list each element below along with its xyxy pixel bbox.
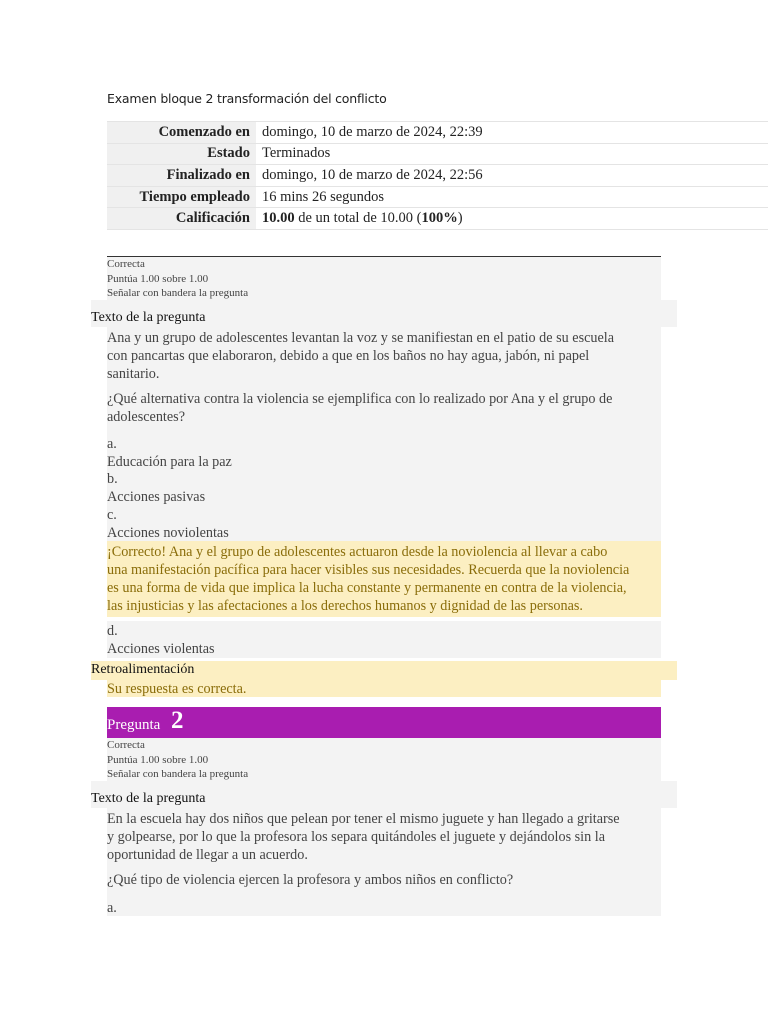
summary-row-finished: [107, 165, 768, 187]
answer-option-b[interactable]: [107, 470, 205, 506]
score-text: Puntúa 1.00 sobre 1.00: [107, 272, 209, 285]
feedback-line: las injusticias y las afectaciones a los derechos humanos y dignidad de las personas.: [107, 598, 583, 614]
summary-row-state: [107, 143, 768, 165]
question-1-info: [107, 257, 661, 300]
option-letter: a.: [107, 436, 117, 452]
retro-label: Retroalimentación: [91, 662, 195, 677]
score-text: Puntúa 1.00 sobre 1.00: [107, 753, 209, 766]
summary-key: Comenzado en: [107, 122, 256, 144]
question-2-text-label-row: [91, 781, 677, 808]
summary-key: Tiempo empleado: [107, 186, 256, 208]
question-text-line: oportunidad de llegar a un acuerdo.: [107, 847, 308, 863]
question-text-line: con pancartas que elaboraron, debido a que en los baños no hay agua, jabón, ni papel: [107, 348, 590, 364]
question-prompt-line: ¿Qué tipo de violencia ejercen la profesora y ambos niños en conflicto?: [107, 872, 514, 888]
summary-row-time: [107, 186, 768, 208]
summary-value: 16 mins 26 segundos: [256, 186, 768, 208]
flag-question-link[interactable]: Señalar con bandera la pregunta: [107, 768, 249, 780]
feedback-line: una manifestación pacífica para hacer visibles sus necesidades. Recuerda que la noviolencia: [107, 562, 630, 578]
question-text-line: y golpearse, por lo que la profesora los separa quitándoles el juguete y dejándolos sin la: [107, 829, 605, 845]
flag-question-link[interactable]: Señalar con bandera la pregunta: [107, 287, 249, 299]
option-text: Acciones violentas: [107, 641, 215, 657]
summary-value: domingo, 10 de marzo de 2024, 22:56: [256, 165, 768, 187]
option-letter: c.: [107, 507, 117, 523]
answer-option-c[interactable]: [107, 506, 229, 542]
answer-option-a[interactable]: [107, 435, 232, 471]
question-prompt-line: adolescentes?: [107, 409, 185, 425]
question-text-line: Ana y un grupo de adolescentes levantan la voz y se manifiestan en el patio de su escuela: [107, 330, 615, 346]
grade-percent: 100%: [421, 210, 458, 227]
question-prompt-line: ¿Qué alternativa contra la violencia se ejemplifica con lo realizado por Ana y el grupo de: [107, 391, 613, 407]
summary-row-grade: [107, 208, 768, 230]
grade-score: 10.00: [262, 210, 295, 227]
question-text-line: sanitario.: [107, 366, 160, 382]
summary-key: Calificación: [107, 208, 256, 230]
option-c-feedback: [107, 541, 661, 617]
question-2-info: [107, 738, 661, 781]
grade-end: ): [457, 210, 463, 227]
attempt-summary-table: [107, 121, 768, 230]
summary-value: Terminados: [256, 143, 768, 165]
retro-label-row: [91, 661, 677, 680]
summary-value: [256, 208, 768, 230]
status-correct: Correcta: [107, 258, 145, 270]
option-text: Acciones pasivas: [107, 489, 206, 505]
retro-box: [107, 680, 661, 697]
question-text-line: En la escuela hay dos niños que pelean por tener el mismo juguete y han llegado a gritarse: [107, 811, 620, 827]
question-1-text-label-row: [91, 300, 677, 327]
feedback-line: es una forma de vida que implica la lucha constante y permanente en contra de la violencia,: [107, 580, 627, 596]
question-label: Pregunta: [107, 717, 161, 733]
retro-text: Su respuesta es correcta.: [107, 681, 247, 697]
question-1-body: [107, 327, 661, 541]
grade-mid: de un total de 10.00 (: [294, 210, 422, 227]
question-number: 2: [171, 707, 184, 734]
option-letter: d.: [107, 623, 118, 639]
status-correct: Correcta: [107, 739, 145, 751]
summary-key: Estado: [107, 143, 256, 165]
question-text-label: Texto de la pregunta: [91, 791, 206, 806]
feedback-line: ¡Correcto! Ana y el grupo de adolescentes actuaron desde la noviolencia al llevar a cabo: [107, 544, 608, 560]
summary-key: Finalizado en: [107, 165, 256, 187]
document-title: Examen bloque 2 transformación del conflicto: [107, 91, 387, 106]
answer-option-a[interactable]: a.: [107, 900, 117, 916]
option-letter: b.: [107, 471, 118, 487]
question-2-body: [107, 808, 661, 916]
option-text: Educación para la paz: [107, 454, 232, 470]
option-text: Acciones noviolentas: [107, 525, 229, 541]
question-text-label: Texto de la pregunta: [91, 310, 206, 325]
question-2-header: [107, 707, 661, 738]
answer-option-d[interactable]: [107, 621, 661, 658]
summary-value: domingo, 10 de marzo de 2024, 22:39: [256, 122, 768, 144]
summary-row-started: [107, 122, 768, 144]
